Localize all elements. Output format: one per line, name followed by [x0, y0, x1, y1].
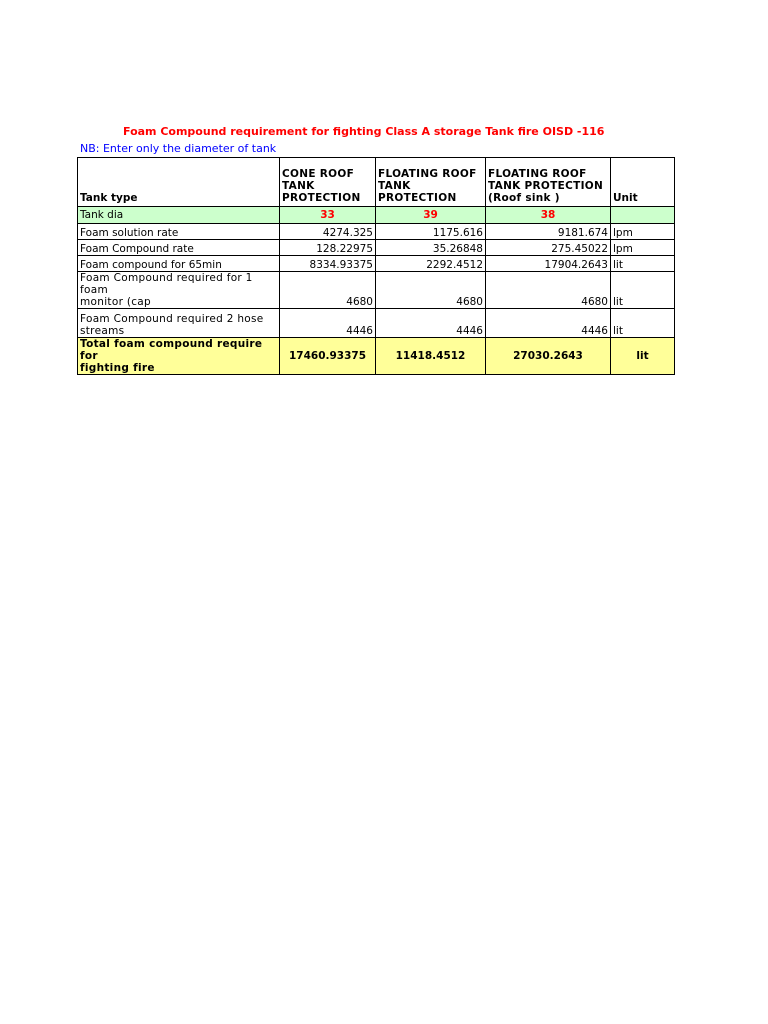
header-floating-roof-sink [486, 158, 611, 207]
row-label: Foam compound for 65min [78, 256, 280, 272]
cell-value: 4680 [280, 272, 376, 309]
cell-value: 4274.325 [280, 224, 376, 240]
table-row [78, 256, 675, 272]
header-tank-type: Tank type [78, 158, 280, 207]
sheet-title: Foam Compound requirement for fighting Class A storage Tank fire OISD -116 [123, 125, 605, 138]
total-row [78, 338, 675, 375]
table-row [78, 272, 675, 309]
total-floating-roof: 11418.4512 [376, 338, 486, 375]
header-roof-sink-line-2: TANK PROTECTION [488, 180, 604, 192]
row-label-line-1: Foam Compound required for 1 foam [80, 272, 253, 296]
total-roof-sink: 27030.2643 [486, 338, 611, 375]
header-cone-roof-line-2: TANK [282, 180, 315, 192]
total-label-line-1: Total foam compound require for [80, 338, 263, 362]
header-row [78, 158, 675, 207]
row-label: Tank dia [78, 207, 280, 224]
row-label-line-2: streams [80, 325, 125, 337]
header-floating-roof [376, 158, 486, 207]
row-unit: lpm [611, 240, 675, 256]
cell-value: 17904.2643 [486, 256, 611, 272]
row-label-line-2: monitor (cap [80, 296, 151, 308]
header-floating-roof-line-3: PROTECTION [378, 192, 457, 204]
header-cone-roof-line-1: CONE ROOF [282, 168, 355, 180]
row-label: Foam solution rate [78, 224, 280, 240]
header-floating-roof-line-1: FLOATING ROOF [378, 168, 477, 180]
cell-value: 128.22975 [280, 240, 376, 256]
row-unit: lit [611, 309, 675, 338]
table-row [78, 240, 675, 256]
cell-value: 1175.616 [376, 224, 486, 240]
table-row [78, 224, 675, 240]
row-label: Foam Compound rate [78, 240, 280, 256]
cell-value: 9181.674 [486, 224, 611, 240]
header-roof-sink-line-3: (Roof sink ) [488, 192, 560, 204]
table-row [78, 309, 675, 338]
row-unit [611, 207, 675, 224]
cell-value: 8334.93375 [280, 256, 376, 272]
cell-value: 4446 [486, 309, 611, 338]
cell-value: 275.45022 [486, 240, 611, 256]
row-label-line-1: Foam Compound required 2 hose [80, 313, 264, 325]
total-label-line-2: fighting fire [80, 362, 155, 374]
header-cone-roof [280, 158, 376, 207]
header-unit: Unit [611, 158, 675, 207]
dia-input-roof-sink[interactable]: 38 [486, 207, 611, 224]
cell-value: 4680 [486, 272, 611, 309]
dia-input-cone-roof[interactable]: 33 [280, 207, 376, 224]
row-unit: lpm [611, 224, 675, 240]
total-cone-roof: 17460.93375 [280, 338, 376, 375]
header-roof-sink-line-1: FLOATING ROOF [488, 168, 587, 180]
total-label [78, 338, 280, 375]
cell-value: 4446 [280, 309, 376, 338]
row-label [78, 272, 280, 309]
row-unit: lit [611, 256, 675, 272]
total-unit: lit [611, 338, 675, 375]
cell-value: 4446 [376, 309, 486, 338]
cell-value: 4680 [376, 272, 486, 309]
dia-input-floating-roof[interactable]: 39 [376, 207, 486, 224]
cell-value: 35.26848 [376, 240, 486, 256]
header-cone-roof-line-3: PROTECTION [282, 192, 361, 204]
instruction-note: NB: Enter only the diameter of tank [80, 142, 277, 155]
row-unit: lit [611, 272, 675, 309]
row-label [78, 309, 280, 338]
foam-requirement-table [77, 157, 675, 375]
table-row-tank-dia [78, 207, 675, 224]
header-floating-roof-line-2: TANK [378, 180, 411, 192]
cell-value: 2292.4512 [376, 256, 486, 272]
